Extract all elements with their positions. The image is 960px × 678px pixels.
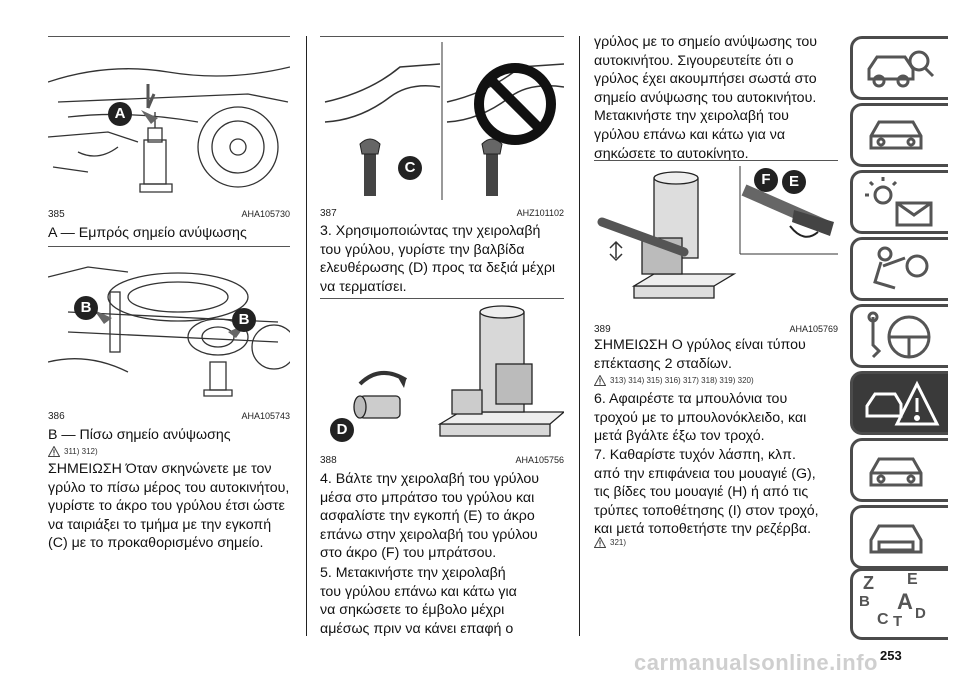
text-line: γυρίστε το άκρο του γρύλου έτσι ώστε (48, 498, 285, 515)
caption-front-lift-point: A — Εμπρός σημείο ανύψωσης (48, 225, 247, 241)
warning-note-end (594, 537, 626, 548)
text-line: του γρύλου επάνω και κάτω για (320, 583, 517, 600)
warning-triangle-icon (48, 446, 60, 457)
index-letter: E (907, 571, 918, 588)
text-line: να σηκώσετε το έμβολο μέχρι (320, 602, 505, 619)
figure-number: 387 (320, 208, 337, 219)
text-line: γρύλου επάνω και κάτω για να (594, 126, 786, 143)
car-breakdown-warning-icon (861, 378, 941, 430)
figure-386-rear-jack-points (48, 252, 290, 402)
figure-top-rule (48, 36, 290, 37)
text-line: Μετακινήστε την χειρολαβή του (594, 108, 789, 125)
chapter-tab-emergency[interactable] (850, 371, 948, 435)
text-line: γρύλος με το σημείο ανύψωσης του (594, 34, 818, 50)
chapter-tab-servicing[interactable] (850, 438, 948, 502)
note-refs-text: 311) 312) (64, 447, 98, 456)
text-line: ασφαλίστε την εγκοπή (E) το άκρο (320, 508, 535, 525)
note-paragraph-col1 (48, 460, 308, 553)
column-divider (306, 36, 307, 636)
warning-lights-mail-icon (861, 177, 941, 229)
callout-c: C (398, 156, 422, 180)
chapter-tab-index[interactable] (850, 568, 948, 640)
figure-number: 389 (594, 324, 611, 335)
index-letter: T (893, 613, 903, 630)
key-steering-wheel-icon (861, 311, 941, 363)
warning-triangle-icon (594, 375, 606, 386)
text-line: σηκώσετε το αυτοκίνητο. (594, 145, 749, 162)
index-letter: A (897, 589, 913, 614)
step-7-paragraph (594, 446, 844, 539)
text-line: αμέσως πριν να κάνει επαφή ο (320, 620, 514, 637)
figure-rule (594, 160, 838, 161)
text-line: στο άκρο (F) του μπράτσου. (320, 545, 497, 562)
note-refs-text: 321) (610, 538, 627, 547)
figure-ref: AHZ101102 (516, 208, 564, 218)
car-search-icon (861, 43, 941, 95)
text-line: και μετά τοποθετήστε την ρεζέρβα. (594, 521, 812, 538)
text-line: του γρύλου, γυρίστε την βαλβίδα (320, 241, 525, 258)
text-line: τροχού με το μπουλονόκλειδο, και (594, 409, 807, 426)
text-line: από την επιφάνεια του μουαγιέ (G), (594, 465, 816, 482)
figure-number: 386 (48, 411, 65, 422)
text-line: μέσα στο μπράτσο του γρύλου και (320, 489, 535, 506)
note-paragraph-col3 (594, 336, 844, 373)
index-letter: D (915, 605, 926, 622)
text-line: ΣΗΜΕΙΩΣΗ Όταν σκηνώνετε με τον (48, 461, 272, 477)
index-letter: C (877, 611, 889, 628)
step-6-paragraph (594, 390, 844, 446)
figure-ref: AHA105730 (241, 209, 290, 219)
text-line: να ταιριάξει το τμήμα με την εγκοπή (48, 516, 272, 533)
figure-ref: AHA105769 (789, 324, 838, 334)
callout-b-right: B (232, 308, 256, 332)
figure-rule (48, 246, 290, 247)
chapter-tab-safety[interactable] (850, 237, 948, 301)
text-line: ΣΗΜΕΙΩΣΗ Ο γρύλος είναι τύπου (594, 337, 806, 353)
text-line: να τερματίσει. (320, 278, 407, 295)
figure-388-release-valve (320, 304, 564, 450)
text-line: γρύλο το πίσω μέρος του αυτοκινήτου, (48, 479, 290, 496)
callout-d: D (330, 418, 354, 442)
figure-number: 388 (320, 455, 337, 466)
warning-triangle-icon (594, 537, 606, 548)
text-line: τρύπες τοποθέτησης (I) στον τροχό, (594, 502, 819, 519)
seat-airbag-icon (861, 244, 941, 296)
text-line: 5. Μετακινήστε την χειρολαβή (320, 565, 506, 581)
callout-b-left: B (74, 296, 98, 320)
page-number: 253 (880, 648, 902, 663)
callout-e: E (782, 170, 806, 194)
text-line: μετά βγάλτε έξω τον τροχό. (594, 428, 765, 445)
text-line: επάνω στην χειρολαβή του γρύλου (320, 526, 538, 543)
step-4-paragraph (320, 470, 580, 563)
text-line: 3. Χρησιμοποιώντας την χειρολαβή (320, 223, 541, 239)
text-line: 4. Βάλτε την χειρολαβή του γρύλου (320, 471, 540, 487)
note-refs-text: 313) 314) 315) 316) 317) 318) 319) 320) (610, 376, 754, 385)
text-line: αυτοκινήτου. Σιγουρευτείτε ότι ο (594, 52, 794, 69)
watermark: carmanualsonline.info (634, 650, 878, 675)
text-line: επέκτασης 2 σταδίων. (594, 355, 732, 372)
figure-ref: AHA105756 (515, 455, 564, 465)
chapter-tab-warning-lights[interactable] (850, 170, 948, 234)
index-letter: B (859, 593, 870, 610)
step-3-paragraph (320, 222, 580, 296)
text-line: (C) με το προκαθορισμένο σημείο. (48, 535, 264, 552)
car-specs-icon (861, 512, 941, 564)
warning-note-refs (594, 375, 754, 386)
text-line: 7. Καθαρίστε τυχόν λάσπη, κλπ. (594, 447, 796, 463)
chapter-tab-technical-data[interactable] (850, 505, 948, 569)
step-5-continued-paragraph (594, 33, 844, 163)
figure-rule (320, 36, 564, 37)
column-divider (579, 36, 580, 636)
figure-rule (320, 298, 564, 299)
caption-rear-lift-point: B — Πίσω σημείο ανύψωσης (48, 427, 231, 443)
callout-f: F (754, 168, 778, 192)
figure-number: 385 (48, 209, 65, 220)
figure-ref: AHA105743 (241, 411, 290, 421)
car-front-icon (861, 110, 941, 162)
alphabet-index-icon (853, 571, 948, 637)
figure-387-jack-notch (320, 42, 564, 200)
warning-note-refs (48, 446, 98, 457)
text-line: τις βίδες του μουαγιέ (H) ή από τις (594, 484, 809, 501)
callout-a: A (108, 102, 132, 126)
chapter-tab-dashboard[interactable] (850, 103, 948, 167)
car-service-icon (861, 445, 941, 497)
text-line: σημείο ανύψωσης του αυτοκινήτου. (594, 89, 817, 106)
chapter-tab-starting-driving[interactable] (850, 304, 948, 368)
text-line: ελευθέρωσης (D) προς τα δεξιά μέχρι (320, 260, 556, 277)
chapter-tab-getting-to-know[interactable] (850, 36, 948, 100)
figure-389-jack-handle (594, 166, 838, 316)
figure-385-front-jack-point (48, 42, 290, 200)
text-line: 6. Αφαιρέστε τα μπουλόνια του (594, 391, 788, 407)
index-letter: Z (863, 573, 874, 593)
step-5-paragraph (320, 564, 580, 638)
text-line: γρύλος έχει ακουμπήσει σωστά στο (594, 71, 817, 88)
